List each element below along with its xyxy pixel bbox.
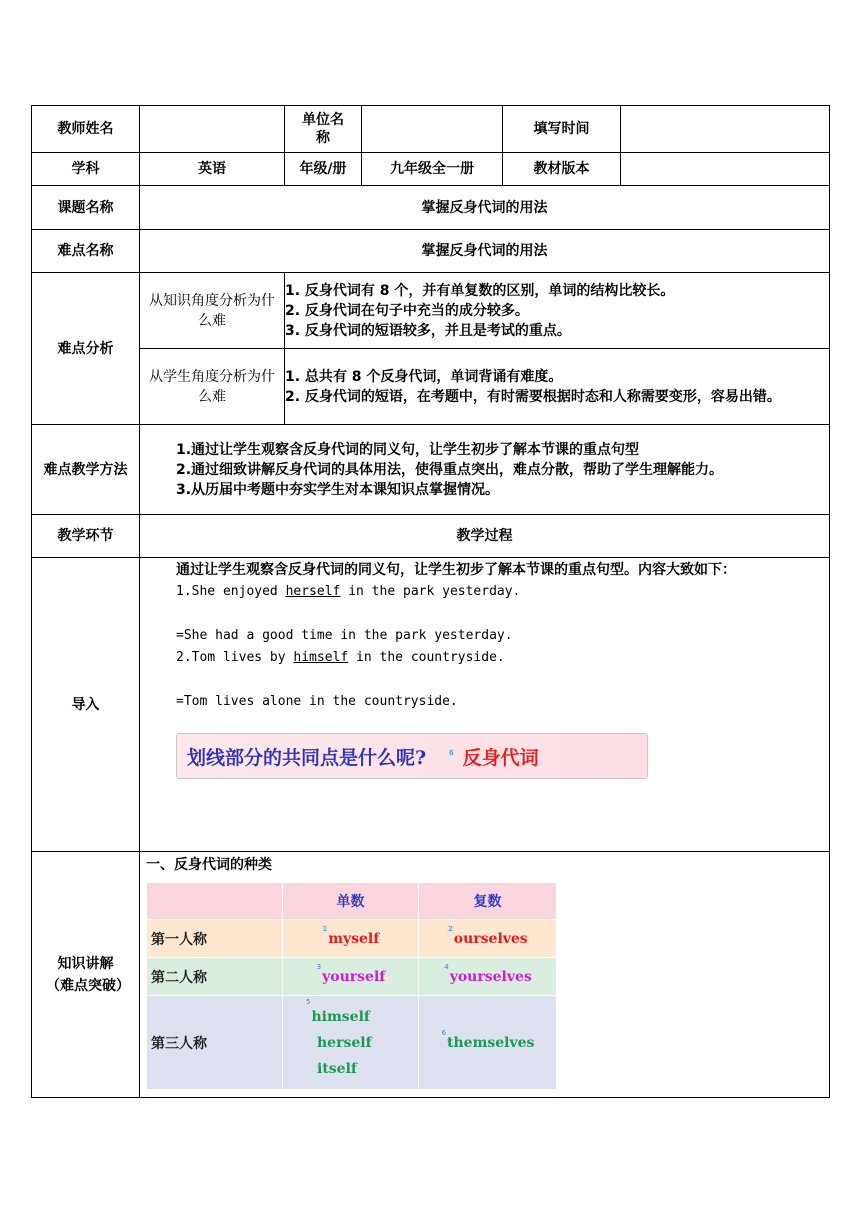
edition-value[interactable]	[621, 153, 830, 186]
difficulty-row	[32, 230, 830, 273]
pronoun-row-third	[147, 996, 557, 1090]
knowledge-angle-label: 从知识角度分析为什么难	[140, 273, 285, 349]
sentence-1-post: in the park yesterday.	[340, 584, 521, 599]
sentence-2-underlined: himself	[293, 650, 349, 665]
sentence-2-pre: 2.Tom lives by	[176, 650, 294, 665]
pronoun-header-singular: 单数	[283, 883, 419, 920]
sentence-1	[176, 581, 823, 603]
analysis-label: 难点分析	[32, 273, 140, 425]
pronoun-row-first	[147, 920, 557, 958]
second-person-label: 第二人称	[147, 958, 283, 996]
third-person-plural	[419, 996, 557, 1090]
grade-label: 年级/册	[285, 153, 362, 186]
grade-value: 九年级全一册	[362, 153, 503, 186]
pronoun-header-blank	[147, 883, 283, 920]
unit-name-label: 单位名称	[285, 106, 362, 153]
method-row	[32, 425, 830, 515]
edition-label: 教材版本	[503, 153, 621, 186]
topic-row	[32, 186, 830, 230]
analysis-knowledge-row	[32, 273, 830, 349]
pronoun-row-second	[147, 958, 557, 996]
callout-image	[176, 733, 648, 779]
student-angle-points	[285, 349, 830, 425]
knowledge-heading: 一、反身代词的种类	[146, 857, 272, 873]
callout-answer: 反身代词	[462, 746, 539, 769]
student-point-1: 1. 总共有 8 个反身代词，单词背诵有难度。	[285, 368, 563, 385]
marker-2: 2	[448, 924, 453, 933]
intro-content	[140, 558, 830, 852]
sentence-2-post: in the countryside.	[348, 650, 505, 665]
word-myself: myself	[328, 930, 380, 947]
word-himself: himself	[311, 1008, 370, 1025]
pronoun-header-plural: 复数	[419, 883, 557, 920]
subject-label: 学科	[32, 153, 140, 186]
word-ourselves: ourselves	[453, 930, 528, 947]
sentence-2	[176, 647, 823, 669]
first-person-plural	[419, 920, 557, 958]
sentence-1-underlined: herself	[285, 584, 341, 599]
callout-marker: 6	[449, 749, 454, 757]
sentence-2-equivalent: =Tom lives alone in the countryside.	[176, 694, 458, 709]
knowledge-row	[32, 852, 830, 1098]
lesson-plan-page	[31, 105, 829, 1098]
marker-6: 6	[441, 1028, 447, 1037]
marker-5: 5	[306, 997, 311, 1006]
method-point-1: 1.通过让学生观察含反身代词的同义句，让学生初步了解本节课的重点句型	[176, 441, 640, 458]
fill-time-value[interactable]	[621, 106, 830, 153]
topic-value: 掌握反身代词的用法	[140, 186, 830, 230]
callout-question: 划线部分的共同点是什么呢?	[187, 746, 427, 769]
knowledge-point-2: 2. 反身代词在句子中充当的成分较多。	[285, 302, 529, 319]
first-person-singular	[283, 920, 419, 958]
first-person-label: 第一人称	[147, 920, 283, 958]
process-header-row	[32, 515, 830, 558]
knowledge-label: 知识讲解（难点突破）	[32, 852, 140, 1098]
fill-time-label: 填写时间	[503, 106, 621, 153]
lesson-plan-table	[31, 105, 830, 1098]
sentence-1-pre: 1.She enjoyed	[176, 584, 286, 599]
teacher-name-value[interactable]	[140, 106, 285, 153]
difficulty-value: 掌握反身代词的用法	[140, 230, 830, 273]
topic-label: 课题名称	[32, 186, 140, 230]
third-person-singular	[283, 996, 419, 1090]
process-content-label: 教学过程	[140, 515, 830, 558]
header-row-2	[32, 153, 830, 186]
sentence-1-equivalent: =She had a good time in the park yesterday.	[176, 628, 513, 643]
method-point-2: 2.通过细致讲解反身代词的具体用法，使得重点突出，难点分散，帮助了学生理解能力。	[176, 461, 724, 478]
intro-label: 导入	[32, 558, 140, 852]
knowledge-content	[140, 852, 830, 1098]
word-itself: itself	[317, 1060, 357, 1077]
second-person-singular	[283, 958, 419, 996]
teacher-name-label: 教师姓名	[32, 106, 140, 153]
marker-4: 4	[444, 962, 449, 971]
knowledge-point-1: 1. 反身代词有 8 个，并有单复数的区别，单词的结构比较长。	[285, 282, 675, 299]
student-point-2: 2. 反身代词的短语，在考题中，有时需要根据时态和人称需要变形，容易出错。	[285, 388, 781, 405]
pronoun-header-row	[147, 883, 557, 920]
word-themselves: themselves	[447, 1034, 535, 1051]
marker-3: 3	[316, 962, 322, 971]
intro-text: 通过让学生观察含反身代词的同义句，让学生初步了解本节课的重点句型。内容大致如下：	[176, 562, 736, 578]
knowledge-angle-points	[285, 273, 830, 349]
method-points	[140, 425, 830, 515]
word-yourself: yourself	[322, 968, 386, 985]
method-label: 难点教学方法	[32, 425, 140, 515]
pronoun-table	[146, 882, 557, 1090]
second-person-plural	[419, 958, 557, 996]
third-person-label: 第三人称	[147, 996, 283, 1090]
knowledge-point-3: 3. 反身代词的短语较多，并且是考试的重点。	[285, 322, 571, 339]
student-angle-label: 从学生角度分析为什么难	[140, 349, 285, 425]
header-row-1	[32, 106, 830, 153]
difficulty-label: 难点名称	[32, 230, 140, 273]
method-point-3: 3.从历届中考题中夯实学生对本课知识点掌握情况。	[176, 481, 500, 498]
word-herself: herself	[317, 1034, 372, 1051]
word-yourselves: yourselves	[449, 968, 532, 985]
subject-value: 英语	[140, 153, 285, 186]
intro-row	[32, 558, 830, 852]
marker-1: 1	[322, 924, 328, 933]
analysis-student-row	[32, 349, 830, 425]
process-stage-label: 教学环节	[32, 515, 140, 558]
unit-name-value[interactable]	[362, 106, 503, 153]
